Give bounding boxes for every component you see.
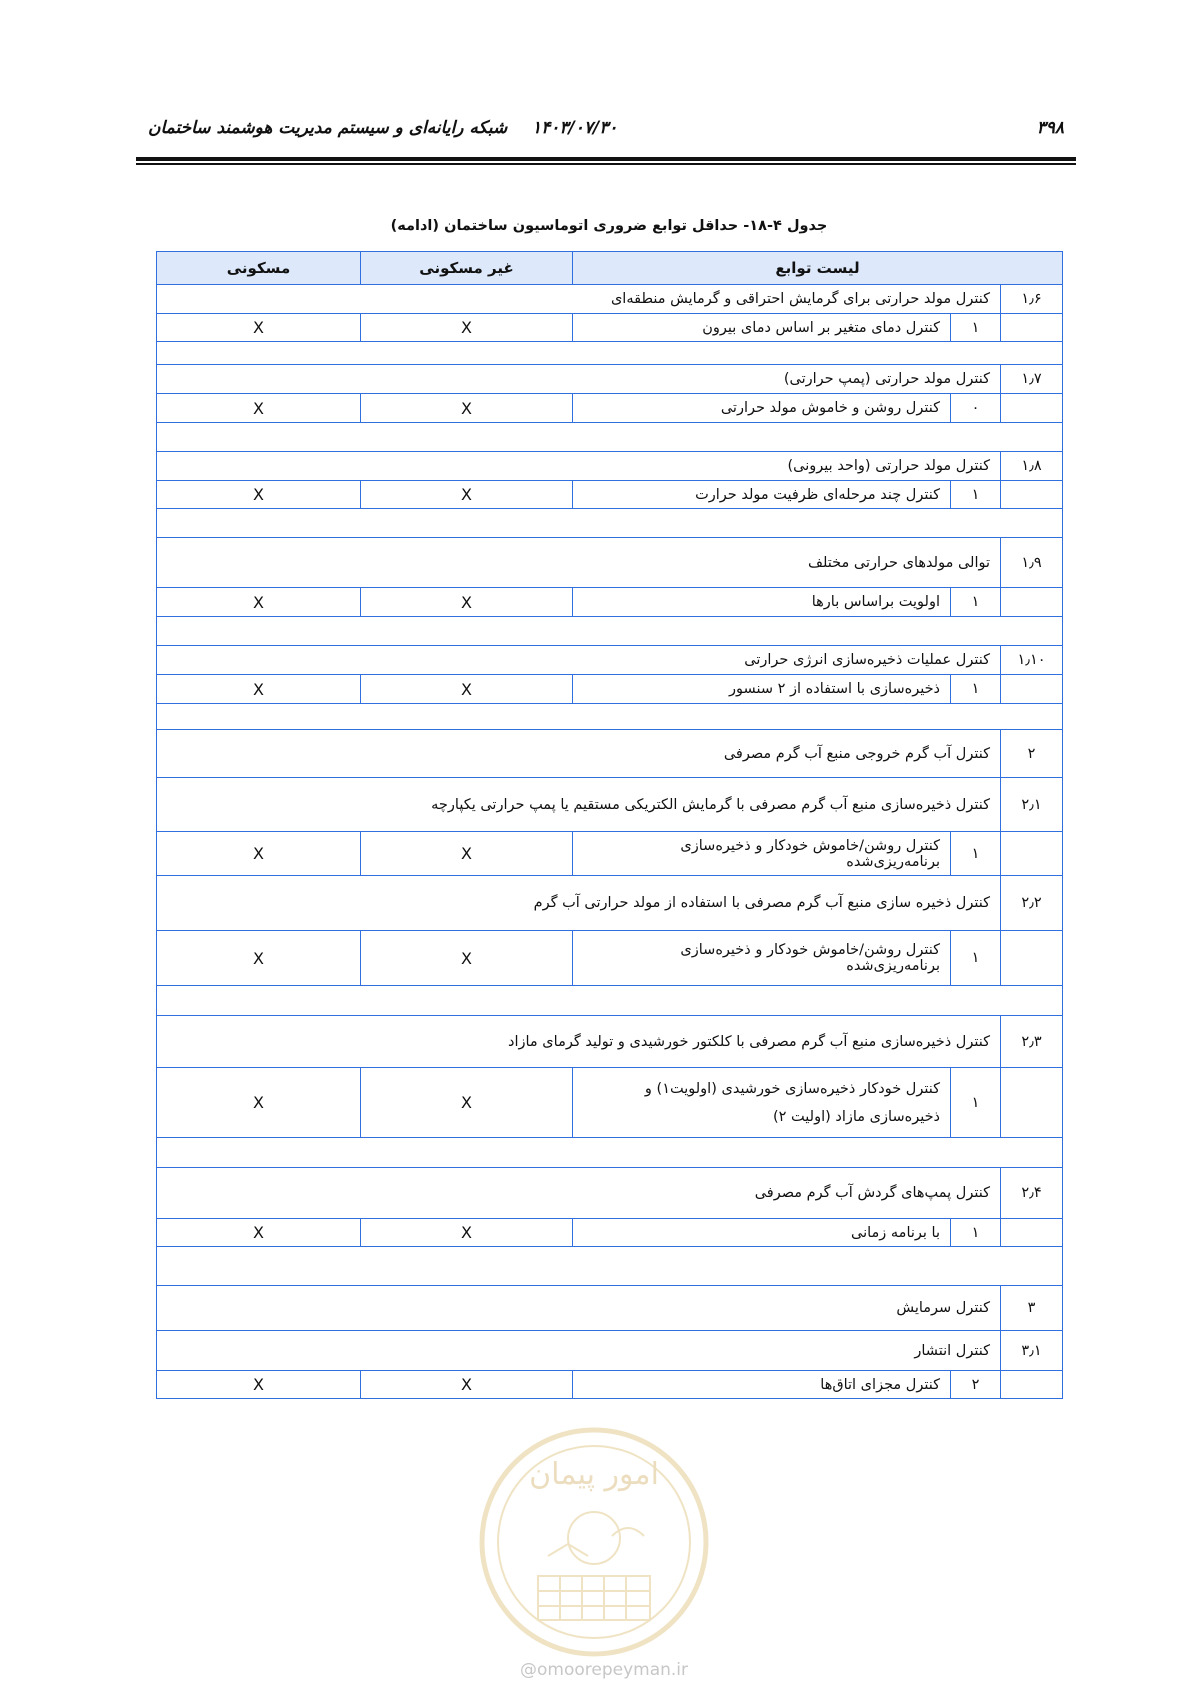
residential-mark: X: [157, 931, 361, 986]
residential-mark: X: [157, 1219, 361, 1247]
section-row: [157, 730, 1063, 778]
item-text: با برنامه زمانی: [573, 1219, 951, 1247]
non-residential-mark: X: [361, 481, 573, 509]
item-text: کنترل چند مرحله‌ای ظرفیت مولد حرارت: [573, 481, 951, 509]
section-title: کنترل آب گرم خروجی منبع آب گرم مصرفی: [157, 730, 1001, 778]
section-row: [157, 646, 1063, 675]
section-row: [157, 365, 1063, 394]
book-title: شبکه رایانه‌ای و سیستم مدیریت هوشمند ساختمان: [148, 118, 508, 138]
spacer-row: [157, 509, 1063, 538]
spacer-row: [157, 1247, 1063, 1286]
item-text: کنترل روشن و خاموش مولد حرارتی: [573, 394, 951, 423]
section-code: ۳: [1001, 1286, 1063, 1331]
section-row: [157, 778, 1063, 832]
watermark-arc-text: امور پیمان: [529, 1457, 659, 1492]
col-non-residential: غیر مسکونی: [361, 252, 573, 285]
item-number: ۰: [951, 394, 1001, 423]
item-number: ۱: [951, 675, 1001, 704]
residential-mark: X: [157, 1068, 361, 1138]
residential-mark: X: [157, 314, 361, 342]
watermark-site: @omoorepeyman.ir: [519, 1660, 689, 1680]
item-text: کنترل روشن/خاموش خودکار و ذخیره‌سازی برنامه‌ریزی‌شده: [573, 832, 951, 876]
header-rule-thick: [136, 157, 1076, 161]
non-residential-mark: X: [361, 314, 573, 342]
watermark-seal: [478, 1426, 710, 1658]
item-row: [157, 832, 1063, 876]
item-number: ۲: [951, 1371, 1001, 1399]
item-text: اولویت براساس بارها: [573, 588, 951, 617]
residential-mark: X: [157, 675, 361, 704]
section-title: کنترل پمپ‌های گردش آب گرم مصرفی: [157, 1168, 1001, 1219]
page-header: [148, 118, 1072, 148]
non-residential-mark: X: [361, 394, 573, 423]
table-header-row: [157, 252, 1063, 285]
non-residential-mark: X: [361, 931, 573, 986]
residential-mark: X: [157, 394, 361, 423]
item-text: کنترل روشن/خاموش خودکار و ذخیره‌سازی برنامه‌ریزی‌شده: [573, 931, 951, 986]
section-title: کنترل مولد حرارتی برای گرمایش احتراقی و گرمایش منطقه‌ای: [157, 285, 1001, 314]
item-row: [157, 481, 1063, 509]
item-number: ۱: [951, 931, 1001, 986]
section-row: [157, 538, 1063, 588]
section-title: کنترل مولد حرارتی (پمپ حرارتی): [157, 365, 1001, 394]
residential-mark: X: [157, 588, 361, 617]
table-caption: جدول ۴-۱۸- حداقل توابع ضروری اتوماسیون ساختمان (ادامه): [390, 218, 828, 234]
spacer-row: [157, 986, 1063, 1016]
spacer-row: [157, 1138, 1063, 1168]
section-title: توالی مولدهای حرارتی مختلف: [157, 538, 1001, 588]
non-residential-mark: X: [361, 1219, 573, 1247]
section-code: ۲٫۴: [1001, 1168, 1063, 1219]
item-number: ۱: [951, 1068, 1001, 1138]
non-residential-mark: X: [361, 832, 573, 876]
col-functions: لیست توابع: [573, 252, 1063, 285]
non-residential-mark: X: [361, 1068, 573, 1138]
section-code: ۲٫۲: [1001, 876, 1063, 931]
non-residential-mark: X: [361, 675, 573, 704]
item-text: کنترل دمای متغیر بر اساس دمای بیرون: [573, 314, 951, 342]
section-row: [157, 876, 1063, 931]
item-row: [157, 1219, 1063, 1247]
item-row: [157, 1068, 1063, 1138]
residential-mark: X: [157, 1371, 361, 1399]
item-row: [157, 675, 1063, 704]
item-number: ۱: [951, 832, 1001, 876]
section-title: کنترل ذخیره سازی منبع آب گرم مصرفی با استفاده از مولد حرارتی آب گرم: [157, 876, 1001, 931]
item-number: ۱: [951, 588, 1001, 617]
col-residential: مسکونی: [157, 252, 361, 285]
item-row: [157, 314, 1063, 342]
non-residential-mark: X: [361, 588, 573, 617]
spacer-row: [157, 617, 1063, 646]
section-code: ۱٫۶: [1001, 285, 1063, 314]
spacer-row: [157, 704, 1063, 730]
section-code: ۱٫۹: [1001, 538, 1063, 588]
section-title: کنترل مولد حرارتی (واحد بیرونی): [157, 452, 1001, 481]
section-title: کنترل انتشار: [157, 1331, 1001, 1371]
item-text: ذخیره‌سازی با استفاده از ۲ سنسور: [573, 675, 951, 704]
item-number: ۱: [951, 314, 1001, 342]
section-title: کنترل ذخیره‌سازی منبع آب گرم مصرفی با کلکتور خورشیدی و تولید گرمای مازاد: [157, 1016, 1001, 1068]
section-code: ۱٫۱۰: [1001, 646, 1063, 675]
header-rule-thin: [136, 163, 1076, 165]
section-code: ۲٫۱: [1001, 778, 1063, 832]
section-row: [157, 452, 1063, 481]
item-text: کنترل مجزای اتاق‌ها: [573, 1371, 951, 1399]
item-number: ۱: [951, 481, 1001, 509]
section-row: [157, 1286, 1063, 1331]
item-text: کنترل خودکار ذخیره‌سازی خورشیدی (اولویت۱) و ذخیره‌سازی مازاد (اولیت ۲): [573, 1068, 951, 1138]
section-row: [157, 1016, 1063, 1068]
section-row: [157, 1168, 1063, 1219]
residential-mark: X: [157, 481, 361, 509]
page-number: ۳۹۸: [1036, 118, 1064, 138]
residential-mark: X: [157, 832, 361, 876]
section-code: ۲٫۳: [1001, 1016, 1063, 1068]
non-residential-mark: X: [361, 1371, 573, 1399]
section-title: کنترل ذخیره‌سازی منبع آب گرم مصرفی با گرمایش الکتریکی مستقیم یا پمپ حرارتی یکپارچه: [157, 778, 1001, 832]
section-row: [157, 1331, 1063, 1371]
item-row: [157, 394, 1063, 423]
item-row: [157, 931, 1063, 986]
spacer-row: [157, 423, 1063, 452]
section-code: ۱٫۸: [1001, 452, 1063, 481]
section-code: ۱٫۷: [1001, 365, 1063, 394]
section-code: ۳٫۱: [1001, 1331, 1063, 1371]
functions-table: [156, 251, 1063, 1399]
section-title: کنترل سرمایش: [157, 1286, 1001, 1331]
item-number: ۱: [951, 1219, 1001, 1247]
section-row: [157, 285, 1063, 314]
header-date: ۱۴۰۳/۰۷/۳۰: [532, 118, 618, 138]
item-row: [157, 1371, 1063, 1399]
section-title: کنترل عملیات ذخیره‌سازی انرژی حرارتی: [157, 646, 1001, 675]
item-row: [157, 588, 1063, 617]
section-code: ۲: [1001, 730, 1063, 778]
spacer-row: [157, 342, 1063, 365]
